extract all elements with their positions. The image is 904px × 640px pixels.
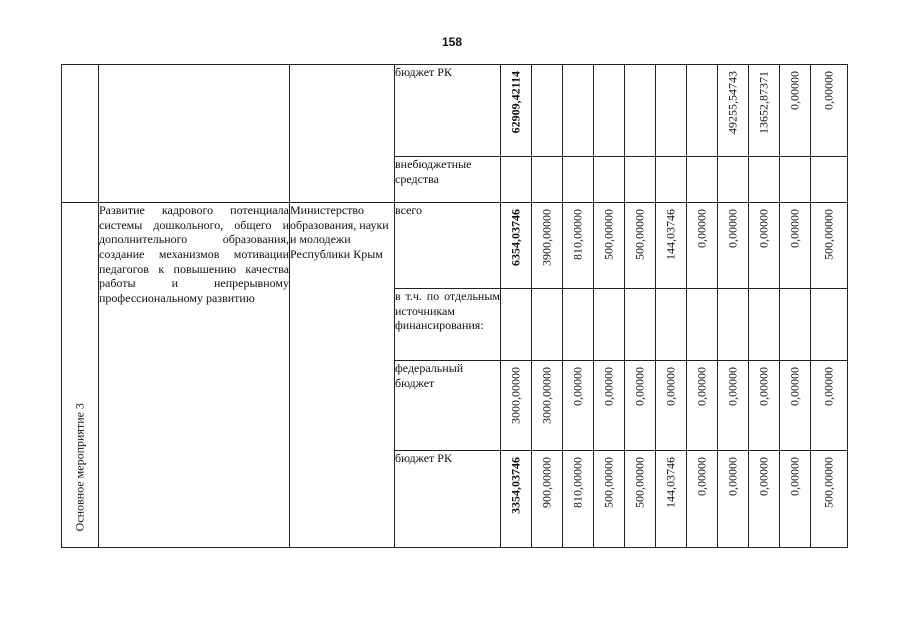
year-value: 500,00000 [625,203,656,289]
year-value: 0,00000 [780,65,811,157]
year-value: 0,00000 [780,361,811,451]
year-value: 0,00000 [625,361,656,451]
year-value: 3000,00000 [532,361,563,451]
empty-cell [656,289,687,361]
empty-cell [780,289,811,361]
year-value: 500,00000 [811,451,848,548]
budget-table [61,64,848,548]
year-value: 0,00000 [811,361,848,451]
empty-cell [811,157,848,203]
empty-cell [718,157,749,203]
total-value: 62909,42114 [501,65,532,157]
year-value: 0,00000 [780,203,811,289]
year-value: 500,00000 [594,451,625,548]
empty-cell [780,157,811,203]
funding-source: федеральный бюджет [395,361,501,451]
year-value: 0,00000 [718,361,749,451]
year-value [656,65,687,157]
funding-source: всего [395,203,501,289]
year-value: 500,00000 [625,451,656,548]
side-label: Основное мероприятие 3 [72,403,87,532]
table-row [62,65,848,157]
empty-cell [594,289,625,361]
empty-cell [749,157,780,203]
funding-source: в т.ч. по отдельным источникам финансирования: [395,289,501,361]
empty-cell [811,289,848,361]
year-value: 0,00000 [563,361,594,451]
executor: Министерство образования, науки и молодежи Республики Крым [290,203,395,548]
year-value: 900,00000 [532,451,563,548]
year-value: 144,03746 [656,203,687,289]
empty-cell [625,289,656,361]
year-value: 810,00000 [563,451,594,548]
year-value [594,65,625,157]
page-number: 158 [441,35,463,49]
year-value: 0,00000 [749,451,780,548]
side-cell [62,203,99,548]
year-value: 0,00000 [811,65,848,157]
year-value: 144,03746 [656,451,687,548]
empty-cell [625,157,656,203]
year-value: 0,00000 [718,451,749,548]
year-value: 3900,00000 [532,203,563,289]
executor-cell-empty [290,65,395,203]
empty-cell [749,289,780,361]
total-value: 3000,00000 [501,361,532,451]
year-value: 500,00000 [811,203,848,289]
year-value: 49255,54743 [718,65,749,157]
empty-cell [532,289,563,361]
year-value: 500,00000 [594,203,625,289]
year-value: 0,00000 [594,361,625,451]
activity-description: Развитие кадрового потенциала системы дошкольного, общего и дополнительного образования, создание механизмов мотивации педагогов к повышению качества работы и непрерывному профессиональному развитию [99,203,290,548]
year-value [687,65,718,157]
year-value: 0,00000 [780,451,811,548]
empty-cell [532,157,563,203]
funding-source: внебюджетные средства [395,157,501,203]
empty-cell [656,157,687,203]
description-cell-empty [99,65,290,203]
year-value: 0,00000 [687,361,718,451]
empty-cell [718,289,749,361]
empty-cell [594,157,625,203]
total-value: 6354,03746 [501,203,532,289]
year-value [563,65,594,157]
year-value: 0,00000 [656,361,687,451]
year-value: 0,00000 [718,203,749,289]
table-row [62,203,848,289]
year-value: 0,00000 [687,203,718,289]
year-value: 0,00000 [749,203,780,289]
empty-cell [563,289,594,361]
year-value: 810,00000 [563,203,594,289]
year-value [532,65,563,157]
total-value: 3354,03746 [501,451,532,548]
empty-cell [501,289,532,361]
empty-cell [563,157,594,203]
side-cell-empty [62,65,99,203]
year-value: 0,00000 [687,451,718,548]
year-value: 13652,87371 [749,65,780,157]
year-value: 0,00000 [749,361,780,451]
funding-source: бюджет РК [395,65,501,157]
empty-cell [687,157,718,203]
empty-cell [687,289,718,361]
empty-cell [501,157,532,203]
year-value [625,65,656,157]
funding-source: бюджет РК [395,451,501,548]
